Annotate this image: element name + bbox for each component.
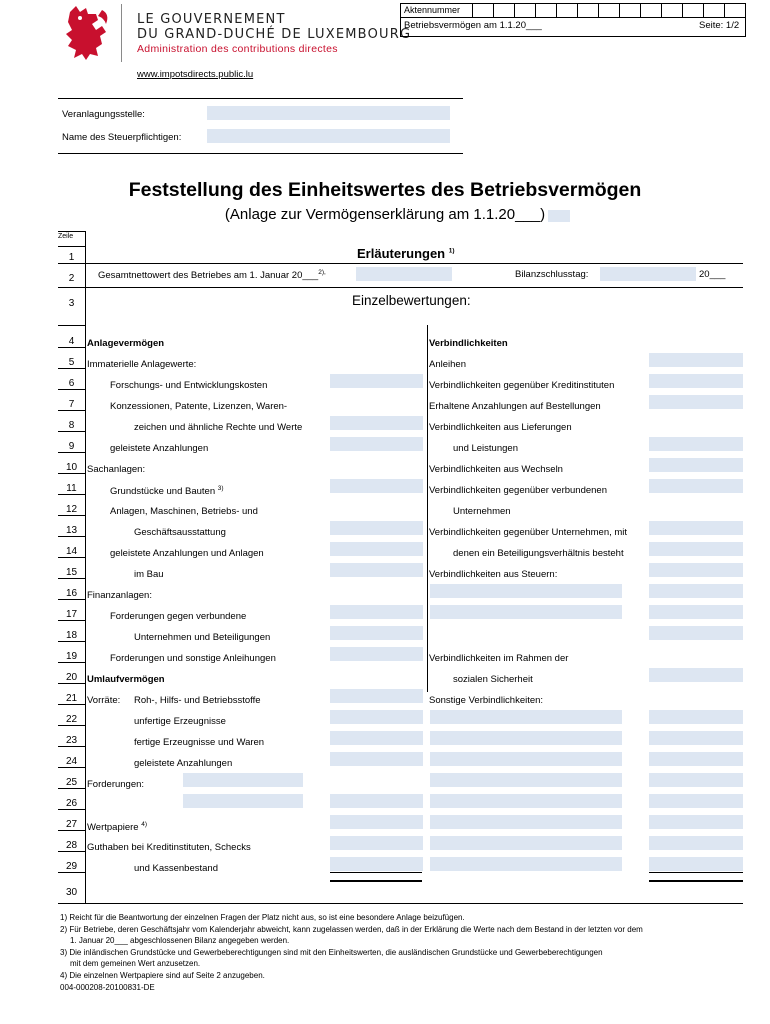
row-number: 4: [68, 336, 75, 347]
amount-input[interactable]: [330, 437, 423, 451]
footnote-3b: mit dem gemeinen Wert anzusetzen.: [70, 959, 201, 968]
right-item: Verbindlichkeiten aus Steuern:: [429, 569, 558, 580]
row-number: 16: [65, 588, 78, 599]
row-separator: [58, 578, 85, 579]
right-item: und Leistungen: [453, 443, 518, 454]
left-item: [87, 359, 196, 370]
amount-input[interactable]: [330, 710, 423, 724]
row-number: 11: [66, 483, 77, 494]
veranlagung-input[interactable]: [207, 106, 450, 120]
row-separator: [58, 557, 85, 558]
amount-input[interactable]: [649, 521, 743, 535]
left-item: [87, 695, 120, 706]
amount-input[interactable]: [649, 626, 743, 640]
gesamtnettowert-input[interactable]: [356, 267, 452, 281]
left-item: [134, 632, 270, 643]
left-item: [110, 653, 276, 664]
left-item: [110, 380, 267, 391]
form-code: 004-000208-20100831-DE: [60, 983, 155, 992]
amount-input[interactable]: [330, 605, 423, 619]
right-item: Verbindlichkeiten gegenüber verbundenen: [429, 485, 607, 496]
row-number: 19: [65, 651, 78, 662]
row-separator: [58, 704, 85, 705]
left-item: [134, 527, 226, 538]
left-item-text: Forschungs- und Entwicklungskosten: [110, 380, 268, 391]
row-separator: [58, 851, 85, 852]
amount-input[interactable]: [430, 794, 622, 808]
row-separator: [58, 287, 743, 288]
row-number: 6: [68, 378, 75, 389]
form-subtitle: (Anlage zur Vermögenserklärung am 1.1.20___): [224, 206, 546, 223]
right-item: denen ein Beteiligungsverhältnis besteht: [453, 548, 624, 559]
row-number: 2: [68, 273, 75, 284]
amount-input[interactable]: [330, 689, 423, 703]
left-item: [110, 548, 264, 559]
aktennummer-divider: [400, 17, 745, 18]
row-number: 21: [65, 693, 78, 704]
row-number: 18: [65, 630, 78, 641]
amount-input[interactable]: [430, 815, 622, 829]
amount-input[interactable]: [649, 773, 743, 787]
row-number: 17: [65, 609, 78, 620]
left-item-text: Anlagen, Maschinen, Betriebs- und: [110, 506, 258, 517]
veranlagung-label: Veranlagungsstelle:: [62, 109, 145, 120]
row-separator: [58, 325, 85, 326]
row-separator: [58, 830, 85, 831]
row-number: 28: [65, 840, 78, 851]
right-item: Erhaltene Anzahlungen auf Bestellungen: [429, 401, 601, 412]
row-separator: [58, 746, 85, 747]
row-number: 9: [68, 441, 75, 452]
amount-input[interactable]: [649, 794, 743, 808]
row-separator: [58, 431, 85, 432]
row-number: 3: [68, 298, 75, 309]
left-item: [87, 464, 145, 475]
left-item-text: geleistete Anzahlungen: [110, 443, 209, 454]
row2-label: [98, 269, 326, 281]
left-item: [110, 485, 224, 497]
aktennummer-sub: Betriebsvermögen am 1.1.20___: [404, 20, 542, 31]
amount-input[interactable]: [649, 584, 743, 598]
footnote-2b: 1. Januar 20___ abgeschlossenen Bilanz angegeben werden.: [70, 936, 290, 945]
left-item-text: fertige Erzeugnisse und Waren: [134, 737, 265, 748]
right-item: Verbindlichkeiten aus Lieferungen: [429, 422, 572, 433]
row-number: 25: [65, 777, 78, 788]
amount-input[interactable]: [430, 584, 622, 598]
left-item-text: Geschäftsausstattung: [134, 527, 226, 538]
top-rule: [58, 98, 463, 99]
left-item-text: Konzessionen, Patente, Lizenzen, Waren-: [110, 401, 288, 412]
right-item: Sonstige Verbindlichkeiten:: [429, 695, 544, 706]
row-number: 12: [65, 504, 78, 515]
left-total-double-rule: [330, 880, 422, 882]
amount-input[interactable]: [649, 605, 743, 619]
amount-input[interactable]: [330, 647, 423, 661]
left-item: [134, 758, 232, 769]
amount-input[interactable]: [649, 395, 743, 409]
row-separator: [58, 263, 743, 264]
right-item: Verbindlichkeiten gegenüber Kreditinstituten: [429, 380, 615, 391]
left-item-text: Guthaben bei Kreditinstituten, Schecks: [87, 842, 251, 853]
amount-input[interactable]: [330, 542, 423, 556]
row-separator: [58, 767, 85, 768]
right-total-rule: [649, 872, 743, 873]
amount-input[interactable]: [430, 836, 622, 850]
left-item-text: Forderungen und sonstige Anleihungen: [110, 653, 276, 664]
left-item-text: unfertige Erzeugnisse: [134, 716, 226, 727]
footnote-3: 3) Die inländischen Grundstücke und Gewerbeberechtigungen sind mit den Einheitswerten, die ausländischen Grundstücke und Gewerbeberechtigungen: [60, 948, 603, 957]
amount-input[interactable]: [649, 815, 743, 829]
row-separator: [58, 809, 85, 810]
right-item: Verbindlichkeiten gegenüber Unternehmen, mit: [429, 527, 628, 538]
amount-input[interactable]: [649, 563, 743, 577]
row-separator: [58, 725, 85, 726]
left-item: [134, 695, 261, 706]
left-item: [110, 611, 246, 622]
row-separator: [58, 494, 85, 495]
row-number: 30: [65, 887, 78, 898]
right-item: sozialen Sicherheit: [453, 674, 533, 685]
field-rule: [58, 153, 463, 154]
left-item-text: Anlagevermögen: [87, 338, 165, 349]
amount-input[interactable]: [649, 374, 743, 388]
luxembourg-lion-logo: [58, 4, 114, 62]
left-item-text: und Kassenbestand: [134, 863, 218, 874]
left-item: [134, 737, 264, 748]
row-separator: [58, 683, 85, 684]
amount-input[interactable]: [330, 479, 423, 493]
erl-footnote-ref: 1): [448, 247, 455, 255]
column-divider: [427, 325, 428, 692]
gov-line1: LE GOUVERNEMENT: [137, 12, 286, 27]
left-item: [87, 674, 165, 685]
amount-input[interactable]: [330, 857, 423, 871]
row-number: 29: [65, 861, 78, 872]
footnote-2: 2) Für Betriebe, deren Geschäftsjahr vom Kalenderjahr abweicht, kann zugelassen werden, daß in der Erklärung die Werte nach dem Bestand in der letzten vor dem: [60, 925, 643, 934]
row-separator: [58, 452, 85, 453]
right-total-double-rule: [649, 880, 743, 882]
zeile-label: Zeile: [58, 233, 74, 240]
footnote-ref: 4): [141, 821, 147, 828]
amount-input[interactable]: [330, 752, 423, 766]
aktennummer-label: Aktennummer: [404, 5, 461, 15]
amount-input[interactable]: [649, 479, 743, 493]
left-item: [87, 338, 164, 349]
row-separator: [58, 515, 85, 516]
left-item-text: im Bau: [134, 569, 164, 580]
row-number: 23: [65, 735, 78, 746]
amount-input[interactable]: [649, 857, 743, 871]
amount-input[interactable]: [430, 773, 622, 787]
left-item: [110, 506, 258, 517]
row-number: 1: [68, 252, 75, 263]
bilanz-year: 20___: [699, 269, 726, 280]
row-number: 5: [68, 357, 75, 368]
amount-input[interactable]: [430, 605, 622, 619]
amount-input[interactable]: [330, 836, 423, 850]
row-number: 22: [65, 714, 78, 725]
row-number: 15: [65, 567, 78, 578]
amount-input[interactable]: [649, 836, 743, 850]
left-item-text: zeichen und ähnliche Rechte und Werte: [134, 422, 303, 433]
left-item-text: geleistete Anzahlungen: [134, 758, 233, 769]
amount-input[interactable]: [330, 815, 423, 829]
footnote-ref: 3): [217, 485, 224, 492]
amount-input[interactable]: [330, 563, 423, 577]
left-item-text: Umlaufvermögen: [87, 674, 165, 685]
einzelbewertungen-heading: Einzelbewertungen:: [352, 293, 471, 308]
footnote-4: 4) Die einzelnen Wertpapiere sind auf Seite 2 anzugeben.: [60, 971, 265, 980]
bilanz-input[interactable]: [600, 267, 696, 281]
row2-text: Gesamtnettowert des Betriebes am 1. Januar 20___: [98, 270, 319, 282]
row-number: 14: [65, 546, 78, 557]
footnote-1: 1) Reicht für die Beantwortung der einzelnen Fragen der Platz nicht aus, so ist eine besondere Anlage beizufügen.: [60, 913, 465, 922]
row-separator: [58, 410, 85, 411]
left-item: [110, 401, 287, 412]
left-item-text: Roh-, Hilfs- und Betriebsstoffe: [134, 695, 261, 706]
aktennummer-cells[interactable]: [472, 3, 745, 17]
right-item: Verbindlichkeiten aus Wechseln: [429, 464, 563, 475]
row-separator: [58, 662, 85, 663]
row-separator: [58, 536, 85, 537]
row-separator: [58, 246, 85, 247]
amount-input[interactable]: [649, 668, 743, 682]
row2-footnote-ref: 2),: [318, 269, 326, 276]
amount-input[interactable]: [330, 794, 423, 808]
row-separator: [58, 903, 743, 904]
left-item-text: Forderungen:: [87, 779, 145, 790]
row-separator: [58, 368, 85, 369]
left-item: [87, 842, 251, 853]
steuerpflichtiger-label: Name des Steuerpflichtigen:: [62, 132, 182, 143]
steuerpflichtiger-input[interactable]: [207, 129, 450, 143]
amount-input[interactable]: [330, 521, 423, 535]
amount-input[interactable]: [330, 626, 423, 640]
left-item: [134, 422, 302, 433]
amount-input[interactable]: [649, 458, 743, 472]
row-number: 8: [68, 420, 75, 431]
amount-input[interactable]: [430, 710, 622, 724]
row-separator: [58, 389, 85, 390]
form-title: Feststellung des Einheitswertes des Betriebsvermögen: [128, 179, 642, 201]
row-number: 10: [65, 462, 78, 473]
left-item-text: Forderungen gegen verbundene: [110, 611, 247, 622]
row-number: 27: [65, 819, 78, 830]
row-separator: [58, 347, 85, 348]
amount-input[interactable]: [649, 542, 743, 556]
bilanz-label: Bilanzschlusstag:: [515, 269, 589, 280]
right-item: Unternehmen: [453, 506, 511, 517]
left-item: [110, 443, 208, 454]
amount-input[interactable]: [330, 731, 423, 745]
left-item-text: Immaterielle Anlagewerte:: [87, 359, 197, 370]
amount-input[interactable]: [649, 752, 743, 766]
row-separator: [58, 620, 85, 621]
amount-input[interactable]: [649, 731, 743, 745]
amount-input[interactable]: [430, 752, 622, 766]
website-link[interactable]: www.impotsdirects.public.lu: [137, 69, 254, 80]
row-separator: [58, 872, 85, 873]
amount-input[interactable]: [430, 857, 622, 871]
right-item: Anleihen: [429, 359, 466, 370]
left-item-text: Unternehmen und Beteiligungen: [134, 632, 271, 643]
left-item: [87, 590, 152, 601]
row-separator: [58, 641, 85, 642]
amount-input[interactable]: [649, 353, 743, 367]
erlaeuterungen-heading: [357, 246, 455, 261]
left-item: [134, 569, 164, 580]
row-separator: [58, 599, 85, 600]
left-item-text: Grundstücke und Bauten: [110, 486, 216, 498]
erlaeuterungen-text: Erläuterungen: [357, 246, 446, 261]
amount-input[interactable]: [430, 731, 622, 745]
gov-line3: Administration des contributions directes: [137, 43, 338, 55]
left-total-rule: [330, 872, 422, 873]
amount-input[interactable]: [183, 794, 303, 808]
left-item: [134, 863, 218, 874]
right-item: Verbindlichkeiten: [429, 338, 508, 349]
year-input[interactable]: [548, 210, 570, 222]
amount-input[interactable]: [330, 416, 423, 430]
left-item-text: geleistete Anzahlungen und Anlagen: [110, 548, 264, 559]
amount-input[interactable]: [649, 437, 743, 451]
left-item: [87, 779, 144, 790]
left-item: [134, 716, 226, 727]
left-item-text: Finanzanlagen:: [87, 590, 152, 601]
row-separator: [58, 473, 85, 474]
amount-input[interactable]: [649, 710, 743, 724]
row-separator: [58, 788, 85, 789]
row-number: 26: [65, 798, 78, 809]
left-item: [87, 821, 147, 833]
row-number: 20: [65, 672, 78, 683]
header-divider: [121, 4, 122, 62]
page-indicator: Seite: 1/2: [699, 20, 740, 31]
row-number: 7: [68, 399, 75, 410]
left-item-text: Sachanlagen:: [87, 464, 146, 475]
amount-input[interactable]: [330, 374, 423, 388]
right-item: Verbindlichkeiten im Rahmen der: [429, 653, 569, 664]
row-number: 13: [65, 525, 78, 536]
left-item-text: Wertpapiere: [87, 822, 139, 834]
amount-input[interactable]: [183, 773, 303, 787]
row-number: 24: [65, 756, 78, 767]
left-item-text: Vorräte:: [87, 695, 121, 706]
gov-line2: DU GRAND-DUCHÉ DE LUXEMBOURG: [137, 27, 412, 42]
